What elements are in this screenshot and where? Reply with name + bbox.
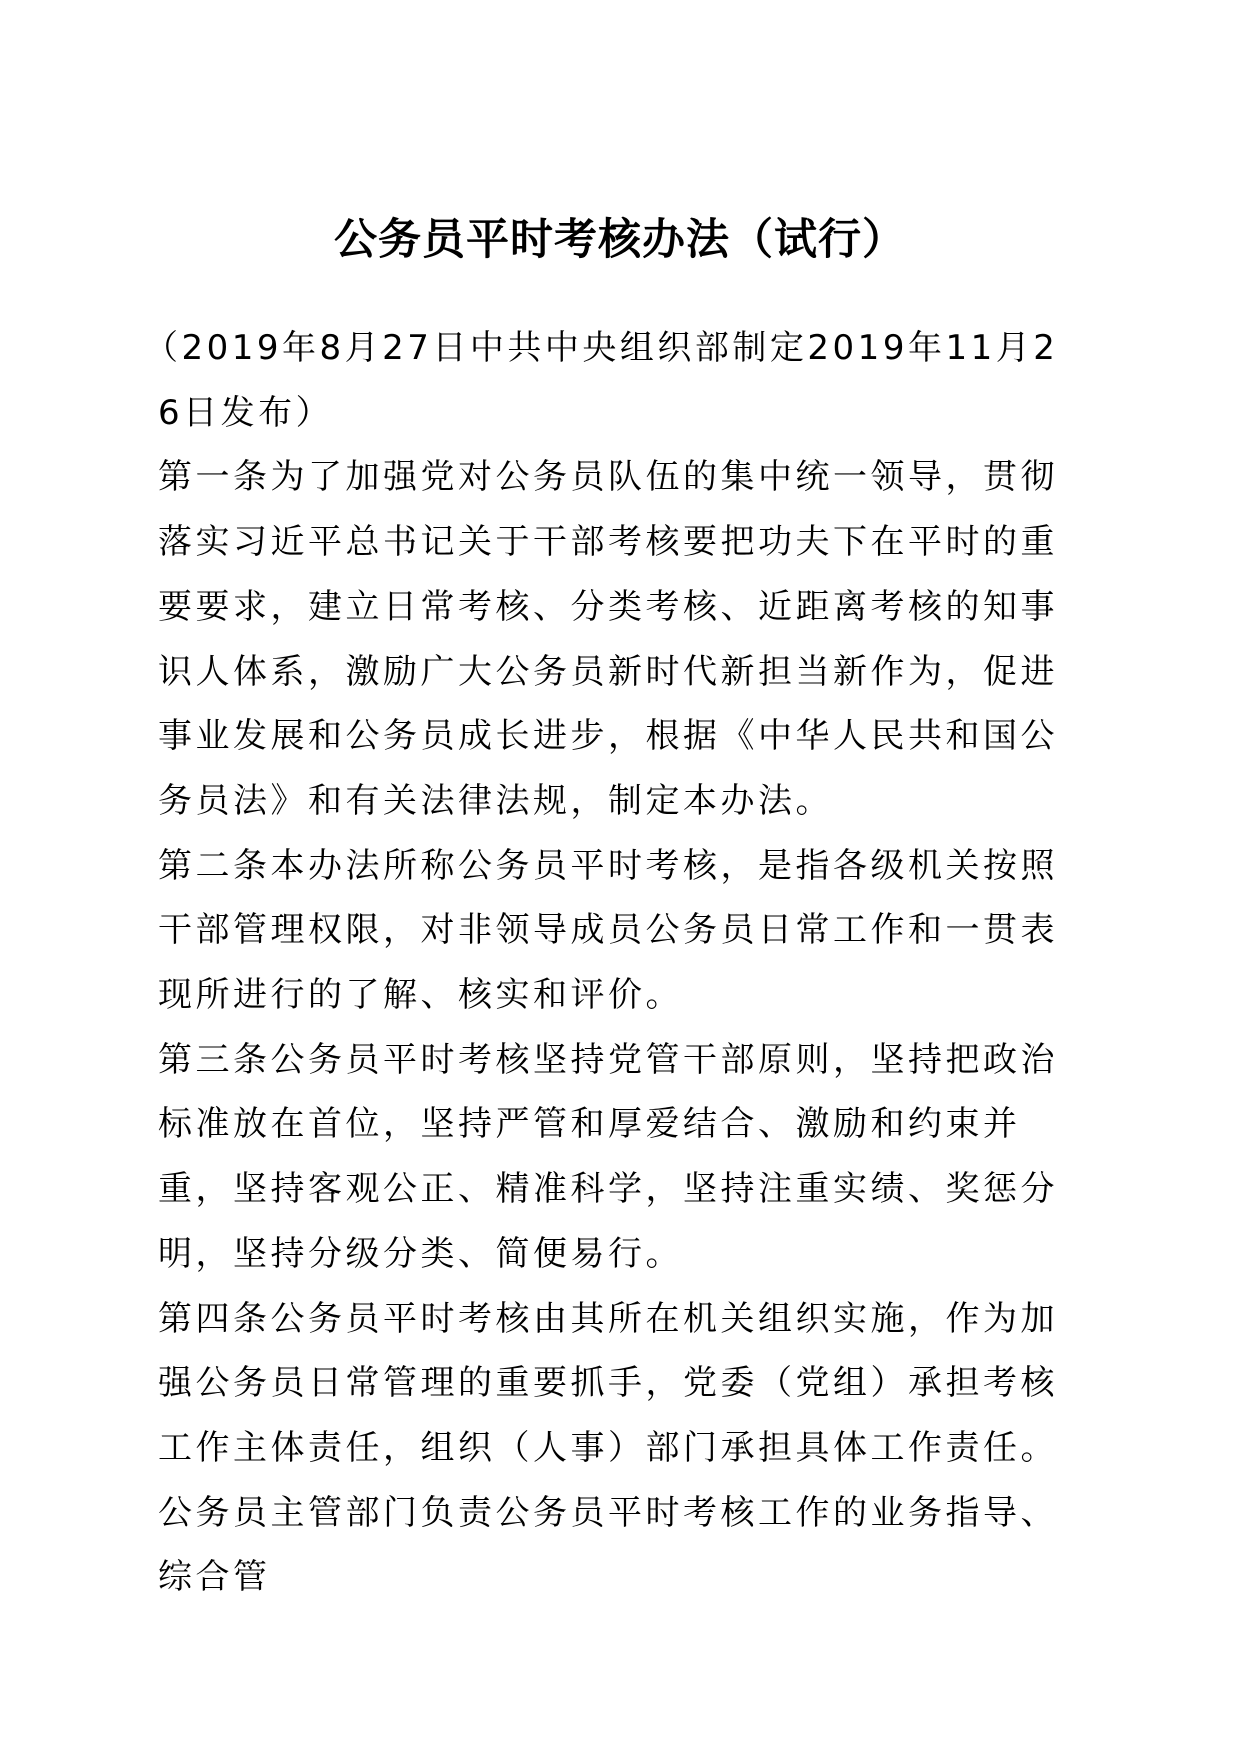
- article-1-paragraph: 第一条为了加强党对公务员队伍的集中统一领导，贯彻落实习近平总书记关于干部考核要把功夫下在平时的重要要求，建立日常考核、分类考核、近距离考核的知事识人体系，激励广大公务员新时代新担当新作为，促进事业发展和公务员成长进步，根据《中华人民共和国公务员法》和有关法律法规，制定本办法。: [158, 457, 1058, 821]
- article-4-paragraph: 第四条公务员平时考核由其所在机关组织实施，作为加强公务员日常管理的重要抓手，党委（党组）承担考核工作主体责任，组织（人事）部门承担具体工作责任。: [158, 1298, 1058, 1468]
- article-3-paragraph: 第三条公务员平时考核坚持党管干部原则，坚持把政治标准放在首位，坚持严管和厚爱结合、激励和约束并重，坚持客观公正、精准科学，坚持注重实绩、奖惩分明，坚持分级分类、简便易行。: [158, 1039, 1058, 1274]
- document-title: 公务员平时考核办法（试行）: [334, 215, 906, 265]
- article-2-paragraph: 第二条本办法所称公务员平时考核，是指各级机关按照干部管理权限，对非领导成员公务员日常工作和一贯表现所进行的了解、核实和评价。: [158, 845, 1058, 1016]
- document-subtitle: （2019年8月27日中共中央组织部制定2019年11月26日发布）: [144, 328, 1059, 433]
- document-body: [144, 316, 1078, 1610]
- article-4-continuation-paragraph: 公务员主管部门负责公务员平时考核工作的业务指导、综合管: [158, 1492, 1058, 1598]
